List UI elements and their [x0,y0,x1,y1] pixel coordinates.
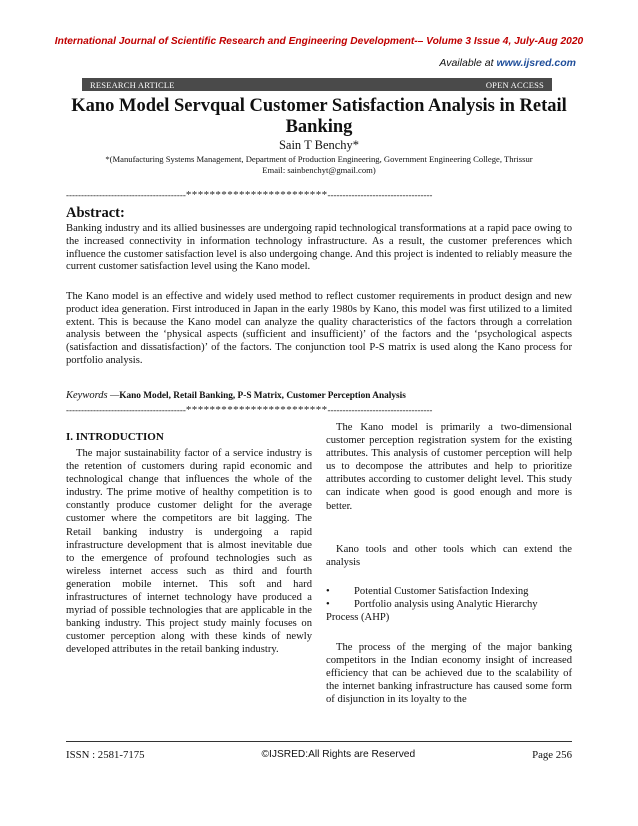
author-affiliation [40,154,598,176]
introduction-right-paragraph-1: The Kano model is primarily a two-dimensional customer perception registration system for the existing attributes. This analysis of customer perception will help us to decompose the attributes and help to prioritize attributes according to customer delight level. This study can indicate when good is good enough and more is better. [326,422,572,512]
separator-dashes-right: ----------------------------------- [327,405,433,415]
separator-stars: ************************ [185,405,328,415]
introduction-left-paragraph: The major sustainability factor of a service industry is the retention of customers during rapid economic and technological change that influences the whole of the industry. The prime motive of healthy competition is to constantly produce customer delight for the average customer where the competitors are bit lagging. The Retail banking industry is undergoing a rapid infrastructure development that is almost inevitable due to the emergence of profound technologies such as wireless internet access such as third and fourth generation mobile internet. This soft and hard infrastructures of internet technology have produced a myriad of possible technologies that are applicable in the banking industry. This project study mainly focuses on customer perception along with these kinds of newly developed attributes in the retail banking industry. [66,448,312,656]
bullet-dot: • [326,586,330,597]
abstract-paragraph-2: The Kano model is an effective and widely used method to reflect customer requirements in product design and new product idea generation. First introduced in Japan in the early 1980s by Kano, this model was first utilized to a limited extent. This is because the Kano model can analyze the quality characteristics of the factors through a correlation analysis between the ‘physical aspects (sufficient and insufficient)’ of the factors and the ‘psychological aspects (satisfaction and dissatisfaction)’ of the factors. The conjunction tool P-S matrix is used along the Kano process for portfolio analysis. [66,291,572,366]
keywords-label: Keywords [66,390,108,401]
open-access-label: OPEN ACCESS [485,79,544,90]
bullet-item [326,598,572,624]
paper-title: Kano Model Servqual Customer Satisfaction Analysis in Retail Banking [71,96,567,137]
journal-website-link[interactable]: www.ijsred.com [496,57,576,69]
availability-line [439,57,576,69]
separator-dashes-left: ---------------------------------------- [66,190,186,200]
abstract-paragraph-1: Banking industry and its allied businesses are undergoing rapid technological transformations at a rapid pace owing to the increased connectivity in information technology infrastructure. As a result, the customer preferences which influence the customer satisfaction level is also undergoing change. And this project is indented to reliably measure the current customer satisfaction level using the Kano model. [66,223,572,273]
separator-top [66,190,572,200]
keywords-dash: — [107,391,120,401]
footer-divider [66,741,572,742]
abstract-heading: Abstract: [66,205,125,221]
paper-author: Sain T Benchy* [278,138,360,152]
keywords-list: Kano Model, Retail Banking, P-S Matrix, Customer Perception Analysis [119,391,406,401]
keywords-line [66,390,572,401]
introduction-right-paragraph-3: The process of the merging of the major banking competitors in the Indian economy insight of increased efficiency that can be achieved due to the scalability of the internet banking infrastructure has caused some form of disjunction in its loyalty to the [326,642,572,706]
footer-rights: ©IJSRED:All Rights are Reserved [261,749,416,760]
bullet-dot: • [326,599,330,610]
journal-header: International Journal of Scientific Research and Engineering Development-– Volume 3 Issue 4, July-Aug 2020 [54,36,584,47]
bullet-text: Portfolio analysis using Analytic Hierarchy Process (AHP) [326,599,538,624]
separator-dashes-right: ----------------------------------- [327,190,433,200]
affiliation-text: *(Manufacturing Systems Management, Department of Production Engineering, Government Engineering College, Thrissur [105,154,533,164]
separator-bottom [66,405,572,415]
author-email: Email: sainbenchyt@gmail.com) [262,165,376,175]
separator-dashes-left: ---------------------------------------- [66,405,186,415]
footer-page-number: Page 256 [532,749,572,761]
introduction-right-paragraph-2: Kano tools and other tools which can extend the analysis [326,544,572,569]
separator-stars: ************************ [185,190,328,200]
article-type-label: RESEARCH ARTICLE [90,79,175,90]
page-footer [66,749,572,761]
article-type-bar [82,78,552,91]
footer-issn: ISSN : 2581-7175 [66,749,145,761]
available-prefix: Available at [439,57,494,69]
bullet-text: Potential Customer Satisfaction Indexing [354,586,529,597]
bullet-item [326,585,572,598]
introduction-heading: I. INTRODUCTION [66,431,164,443]
